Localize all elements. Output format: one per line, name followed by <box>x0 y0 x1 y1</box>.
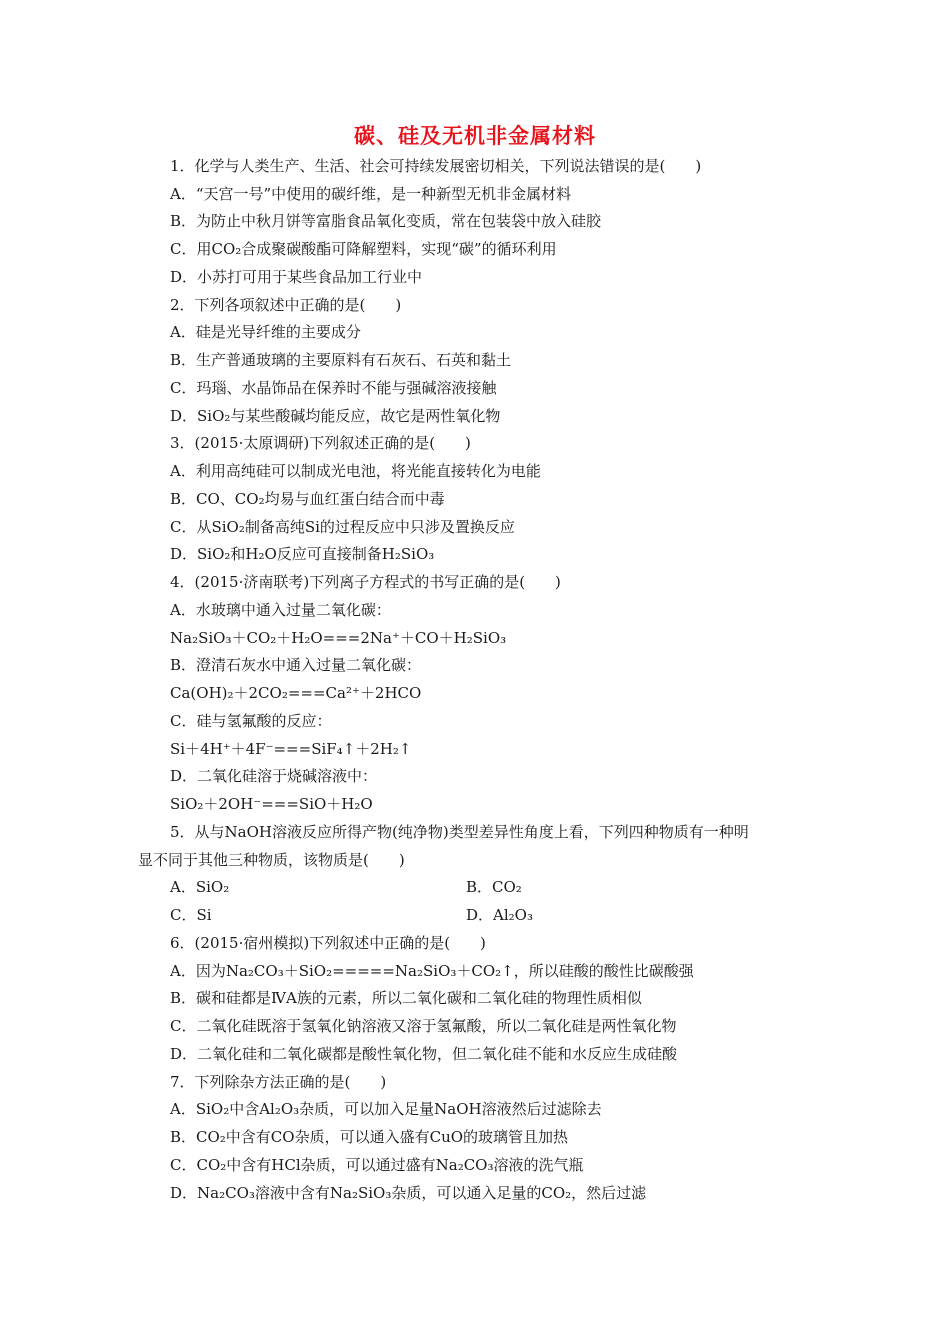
q2-option-d: D．SiO₂与某些酸碱均能反应，故它是两性氧化物 <box>170 407 501 425</box>
q7-option-a: A．SiO₂中含Al₂O₃杂质，可以加入足量NaOH溶液然后过滤除去 <box>170 1100 602 1118</box>
q6-option-a: A．因为Na₂CO₃＋SiO₂=====Na₂SiO₃＋CO₂↑，所以硅酸的酸性比碳酸强 <box>170 962 694 980</box>
q4-equation-a: Na₂SiO₃＋CO₂＋H₂O===2Na⁺＋CO＋H₂SiO₃ <box>170 629 507 647</box>
page-title: 碳、硅及无机非金属材料 <box>354 124 596 148</box>
q3-option-c: C．从SiO₂制备高纯Si的过程反应中只涉及置换反应 <box>170 518 515 536</box>
q1-option-a: A．“天宫一号”中使用的碳纤维，是一种新型无机非金属材料 <box>170 185 572 203</box>
q4-equation-b: Ca(OH)₂＋2CO₂===Ca²⁺＋2HCO <box>170 684 422 702</box>
q1-option-b: B．为防止中秋月饼等富脂食品氧化变质，常在包装袋中放入硅胶 <box>170 212 602 230</box>
q2-option-c: C．玛瑙、水晶饰品在保养时不能与强碱溶液接触 <box>170 379 497 397</box>
question-5-stem-cont: 显不同于其他三种物质，该物质是( ) <box>138 851 405 869</box>
q4-option-c: C．硅与氢氟酸的反应： <box>170 712 332 730</box>
q3-option-a: A．利用高纯硅可以制成光电池，将光能直接转化为电能 <box>170 462 541 480</box>
q4-option-b: B．澄清石灰水中通入过量二氧化碳： <box>170 656 422 674</box>
q4-equation-c: Si＋4H⁺＋4F⁻===SiF₄↑＋2H₂↑ <box>170 740 412 758</box>
q5-option-c: C．Si <box>170 906 212 924</box>
question-4-stem: 4．(2015·济南联考)下列离子方程式的书写正确的是( ) <box>170 573 561 591</box>
question-6-stem: 6．(2015·宿州模拟)下列叙述中正确的是( ) <box>170 934 486 952</box>
q4-option-a: A．水玻璃中通入过量二氧化碳： <box>170 601 391 619</box>
q2-option-a: A．硅是光导纤维的主要成分 <box>170 323 361 341</box>
question-2-stem: 2．下列各项叙述中正确的是( ) <box>170 296 402 314</box>
q6-option-b: B．碳和硅都是ⅣA族的元素，所以二氧化碳和二氧化硅的物理性质相似 <box>170 989 642 1007</box>
q7-option-c: C．CO₂中含有HCl杂质，可以通过盛有Na₂CO₃溶液的洗气瓶 <box>170 1156 584 1174</box>
q6-option-d: D．二氧化硅和二氧化碳都是酸性氧化物，但二氧化硅不能和水反应生成硅酸 <box>170 1045 678 1063</box>
question-5-stem: 5．从与NaOH溶液反应所得产物(纯净物)类型差异性角度上看，下列四种物质有一种明 <box>170 823 749 841</box>
q3-option-b: B．CO、CO₂均易与血红蛋白结合而中毒 <box>170 490 445 508</box>
q7-option-b: B．CO₂中含有CO杂质，可以通入盛有CuO的玻璃管且加热 <box>170 1128 569 1146</box>
q3-option-d: D．SiO₂和H₂O反应可直接制备H₂SiO₃ <box>170 545 435 563</box>
question-7-stem: 7．下列除杂方法正确的是( ) <box>170 1073 387 1091</box>
q2-option-b: B．生产普通玻璃的主要原料有石灰石、石英和黏土 <box>170 351 512 369</box>
question-3-stem: 3．(2015·太原调研)下列叙述正确的是( ) <box>170 434 471 452</box>
q1-option-c: C．用CO₂合成聚碳酸酯可降解塑料，实现“碳”的循环利用 <box>170 240 557 258</box>
q4-option-d: D．二氧化硅溶于烧碱溶液中： <box>170 767 378 785</box>
q6-option-c: C．二氧化硅既溶于氢氧化钠溶液又溶于氢氟酸，所以二氧化硅是两性氧化物 <box>170 1017 677 1035</box>
question-1-stem: 1．化学与人类生产、生活、社会可持续发展密切相关，下列说法错误的是( ) <box>170 157 702 175</box>
q4-equation-d: SiO₂＋2OH⁻===SiO＋H₂O <box>170 795 373 813</box>
q7-option-d: D．Na₂CO₃溶液中含有Na₂SiO₃杂质，可以通入足量的CO₂，然后过滤 <box>170 1184 647 1202</box>
q5-option-a: A．SiO₂ <box>170 878 230 896</box>
q5-option-b: B．CO₂ <box>466 878 522 896</box>
q5-option-d: D．Al₂O₃ <box>466 906 533 924</box>
q1-option-d: D．小苏打可用于某些食品加工行业中 <box>170 268 423 286</box>
